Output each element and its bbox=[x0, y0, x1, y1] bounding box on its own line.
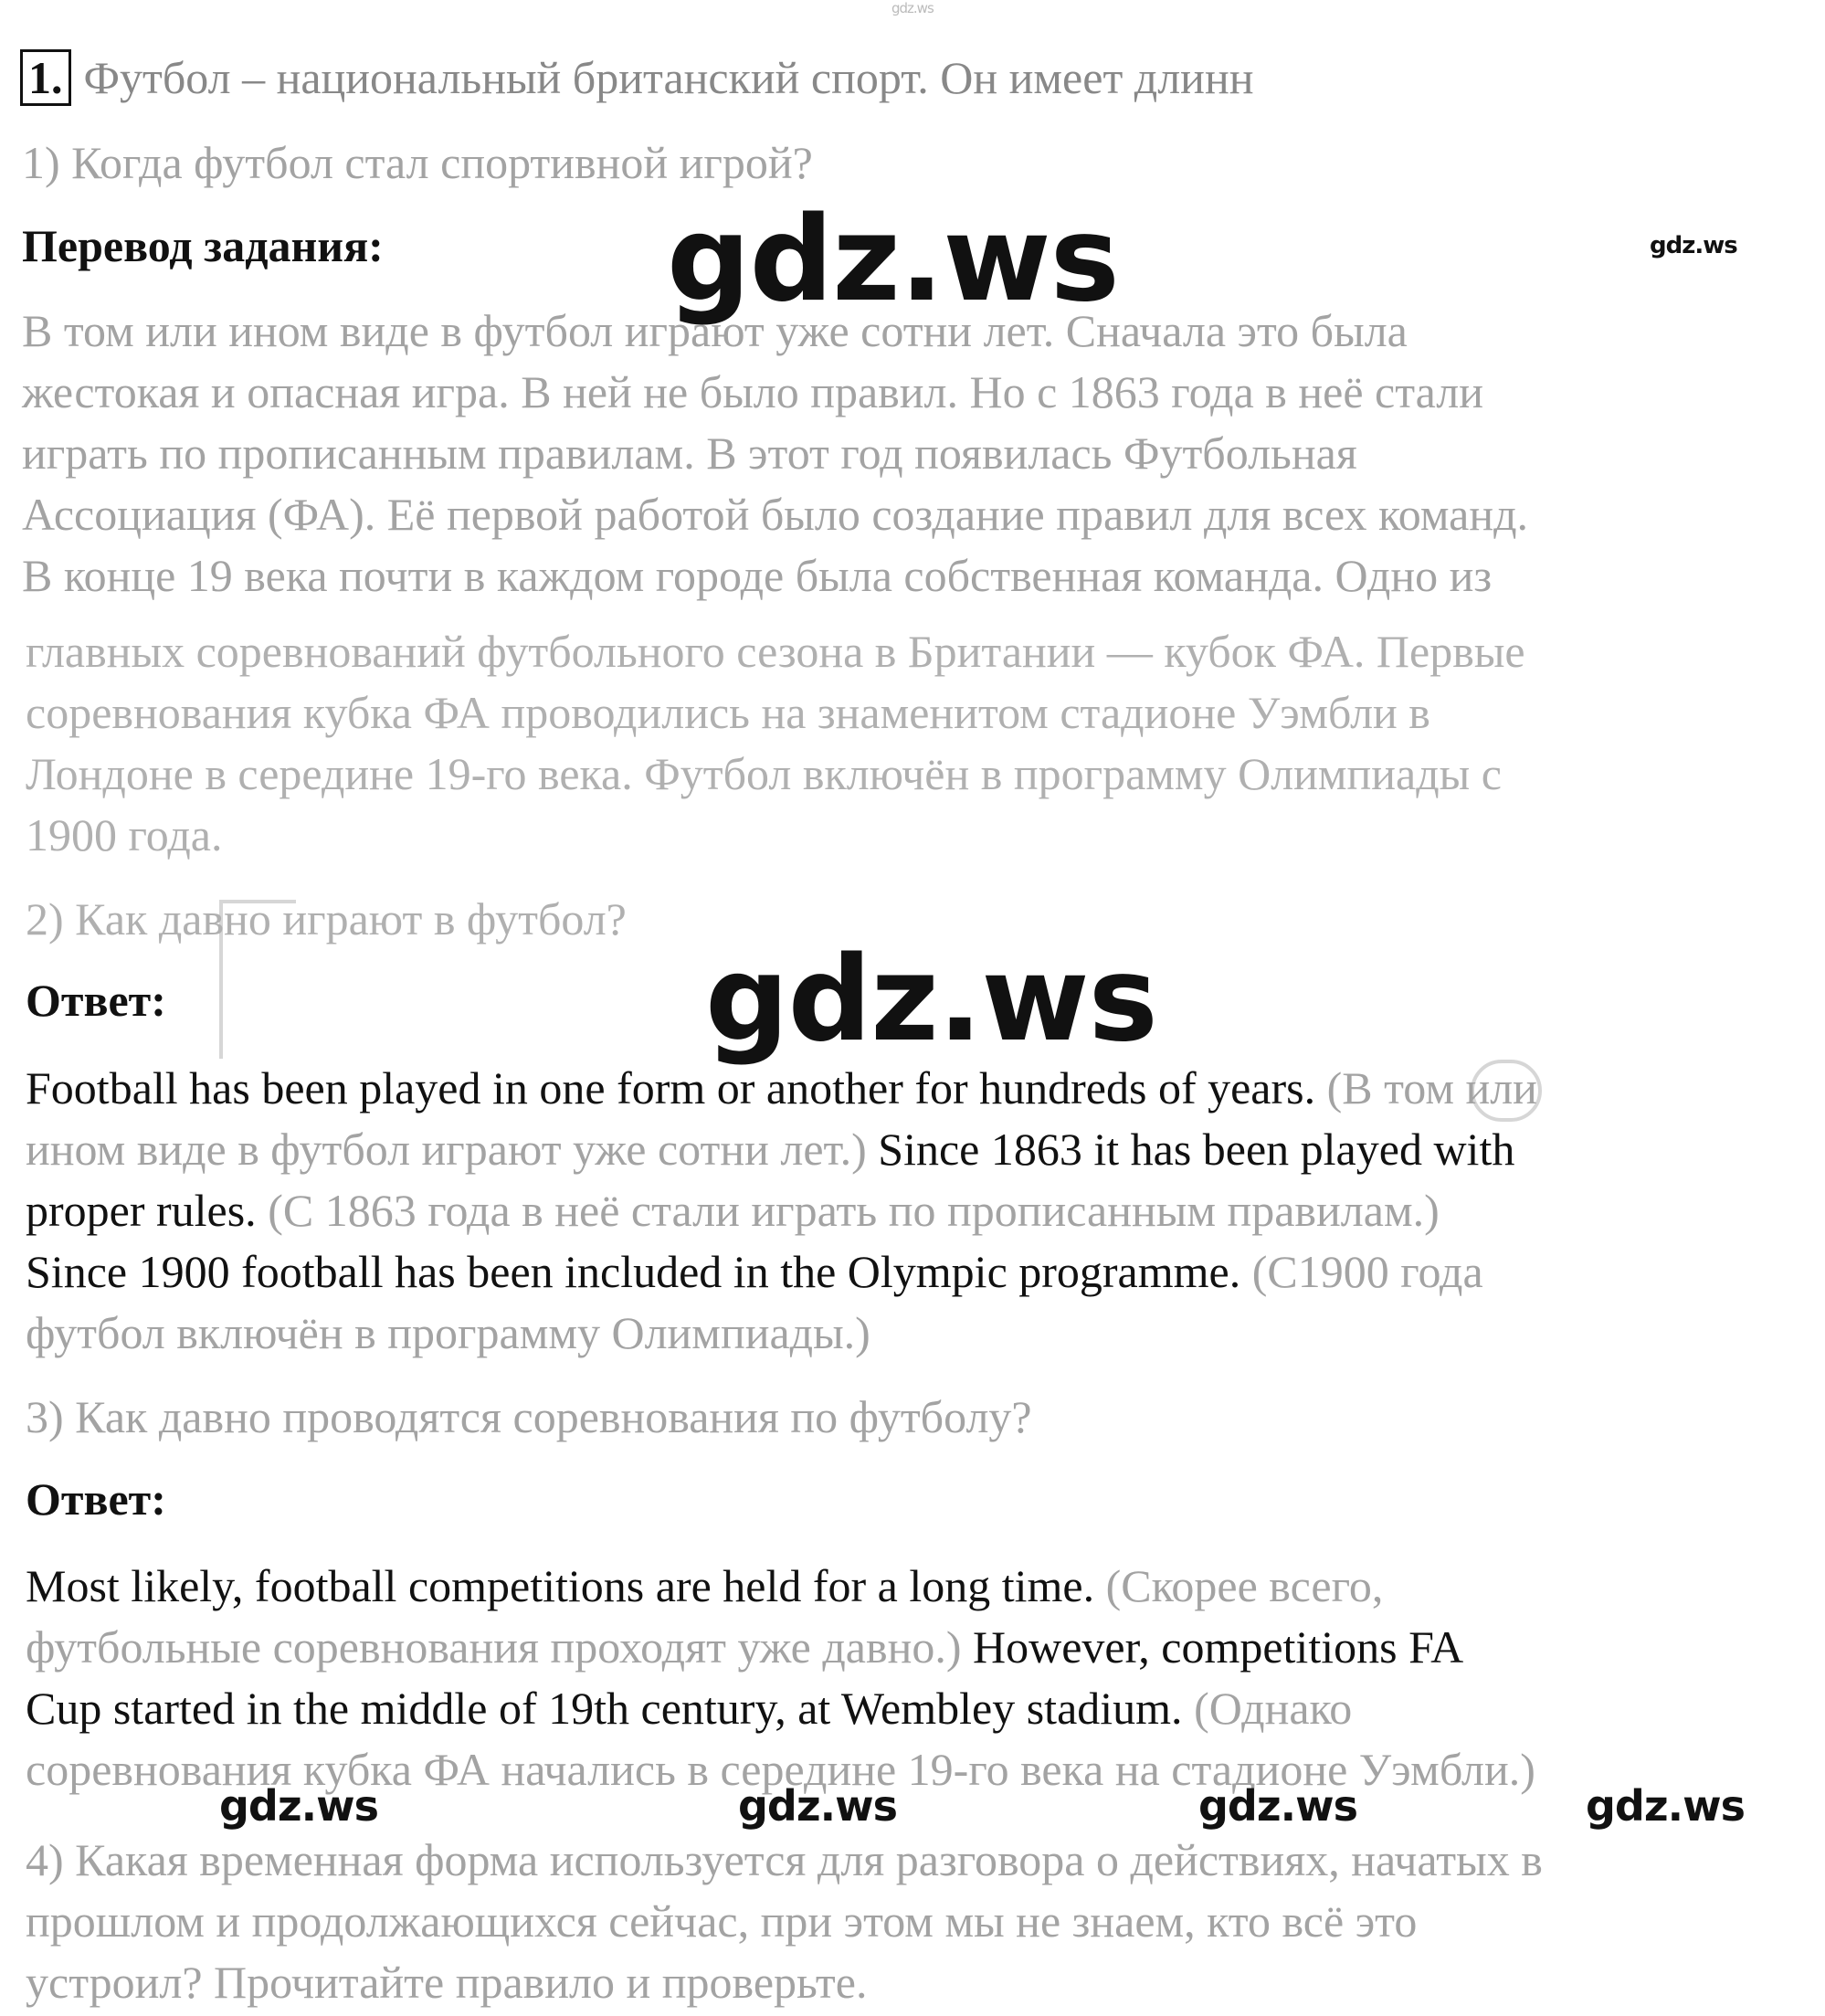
q2-answer-line: ином виде в футбол играют уже сотни лет.) Since 1863 it has been played with bbox=[26, 1124, 1515, 1175]
q1-text-line: соревнования кубка ФА проводились на знаменитом стадионе Уэмбли в bbox=[26, 687, 1430, 738]
q1-text-line: Ассоциация (ФА). Её первой работой было создание правил для всех команд. bbox=[22, 489, 1529, 540]
q2-answer-line: Since 1900 football has been included in the Olympic programme. (С1900 года bbox=[26, 1246, 1483, 1297]
watermark-small: gdz.ws bbox=[738, 1781, 897, 1831]
q1-text-line: В том или ином виде в футбол играют уже сотни лет. Сначала это была bbox=[22, 305, 1408, 356]
q1-text-line: главных соревнований футбольного сезона в Британии — кубок ФА. Первые bbox=[26, 626, 1525, 677]
q1-text-line: жестокая и опасная игра. В ней не было правил. Но с 1863 года в неё стали bbox=[22, 366, 1483, 417]
watermark-micro: gdz.ws bbox=[891, 0, 934, 16]
q1-text-line: играть по прописанным правилам. В этот год появилась Футбольная bbox=[22, 427, 1357, 479]
q1-text-line: Лондоне в середине 19-го века. Футбол включён в программу Олимпиады с bbox=[26, 748, 1502, 799]
watermark-tiny: gdz.ws bbox=[1650, 232, 1737, 259]
question-3: 3) Как давно проводятся соревнования по футболу? bbox=[26, 1391, 1032, 1442]
q1-text-line: В конце 19 века почти в каждом городе была собственная команда. Одно из bbox=[22, 550, 1493, 601]
task-title: Футбол – национальный британский спорт. Он имеет длинн bbox=[83, 52, 1254, 103]
question-4-line: устроил? Прочитайте правило и проверьте. bbox=[26, 1957, 868, 2008]
question-2: 2) Как давно играют в футбол? bbox=[26, 893, 627, 945]
q1-text-line: 1900 года. bbox=[26, 809, 223, 860]
q3-answer-line: Cup started in the middle of 19th century, at Wembley stadium. (Однако bbox=[26, 1683, 1353, 1734]
task-header bbox=[20, 47, 1253, 108]
watermark-small: gdz.ws bbox=[1198, 1781, 1357, 1831]
question-4-line: прошлом и продолжающихся сейчас, при этом мы не знаем, кто всё это bbox=[26, 1895, 1418, 1947]
watermark-small: gdz.ws bbox=[219, 1781, 378, 1831]
answer-heading: Ответ: bbox=[26, 1473, 166, 1525]
q3-answer-line: футбольные соревнования проходят уже давно.) However, competitions FA bbox=[26, 1621, 1464, 1673]
question-4-line: 4) Какая временная форма используется для разговора о действиях, начатых в bbox=[26, 1834, 1543, 1885]
watermark-large: gdz.ws bbox=[667, 192, 1119, 328]
q3-answer-line: Most likely, football competitions are held for a long time. (Скорее всего, bbox=[26, 1560, 1384, 1611]
watermark-large: gdz.ws bbox=[705, 932, 1157, 1068]
answer-heading: Ответ: bbox=[26, 975, 166, 1026]
q3-answer-line: соревнования кубка ФА начались в середине 19-го века на стадионе Уэмбли.) bbox=[26, 1744, 1535, 1795]
translation-heading: Перевод задания: bbox=[22, 220, 384, 271]
question-1: 1) Когда футбол стал спортивной игрой? bbox=[22, 137, 813, 188]
q2-answer-line: Football has been played in one form or another for hundreds of years. (В том или bbox=[26, 1062, 1537, 1114]
q2-answer-line: футбол включён в программу Олимпиады.) bbox=[26, 1307, 870, 1358]
task-number-box: 1. bbox=[20, 49, 71, 106]
watermark-small: gdz.ws bbox=[1586, 1781, 1745, 1831]
q2-answer-line: proper rules. (С 1863 года в неё стали играть по прописанным правилам.) bbox=[26, 1185, 1440, 1236]
